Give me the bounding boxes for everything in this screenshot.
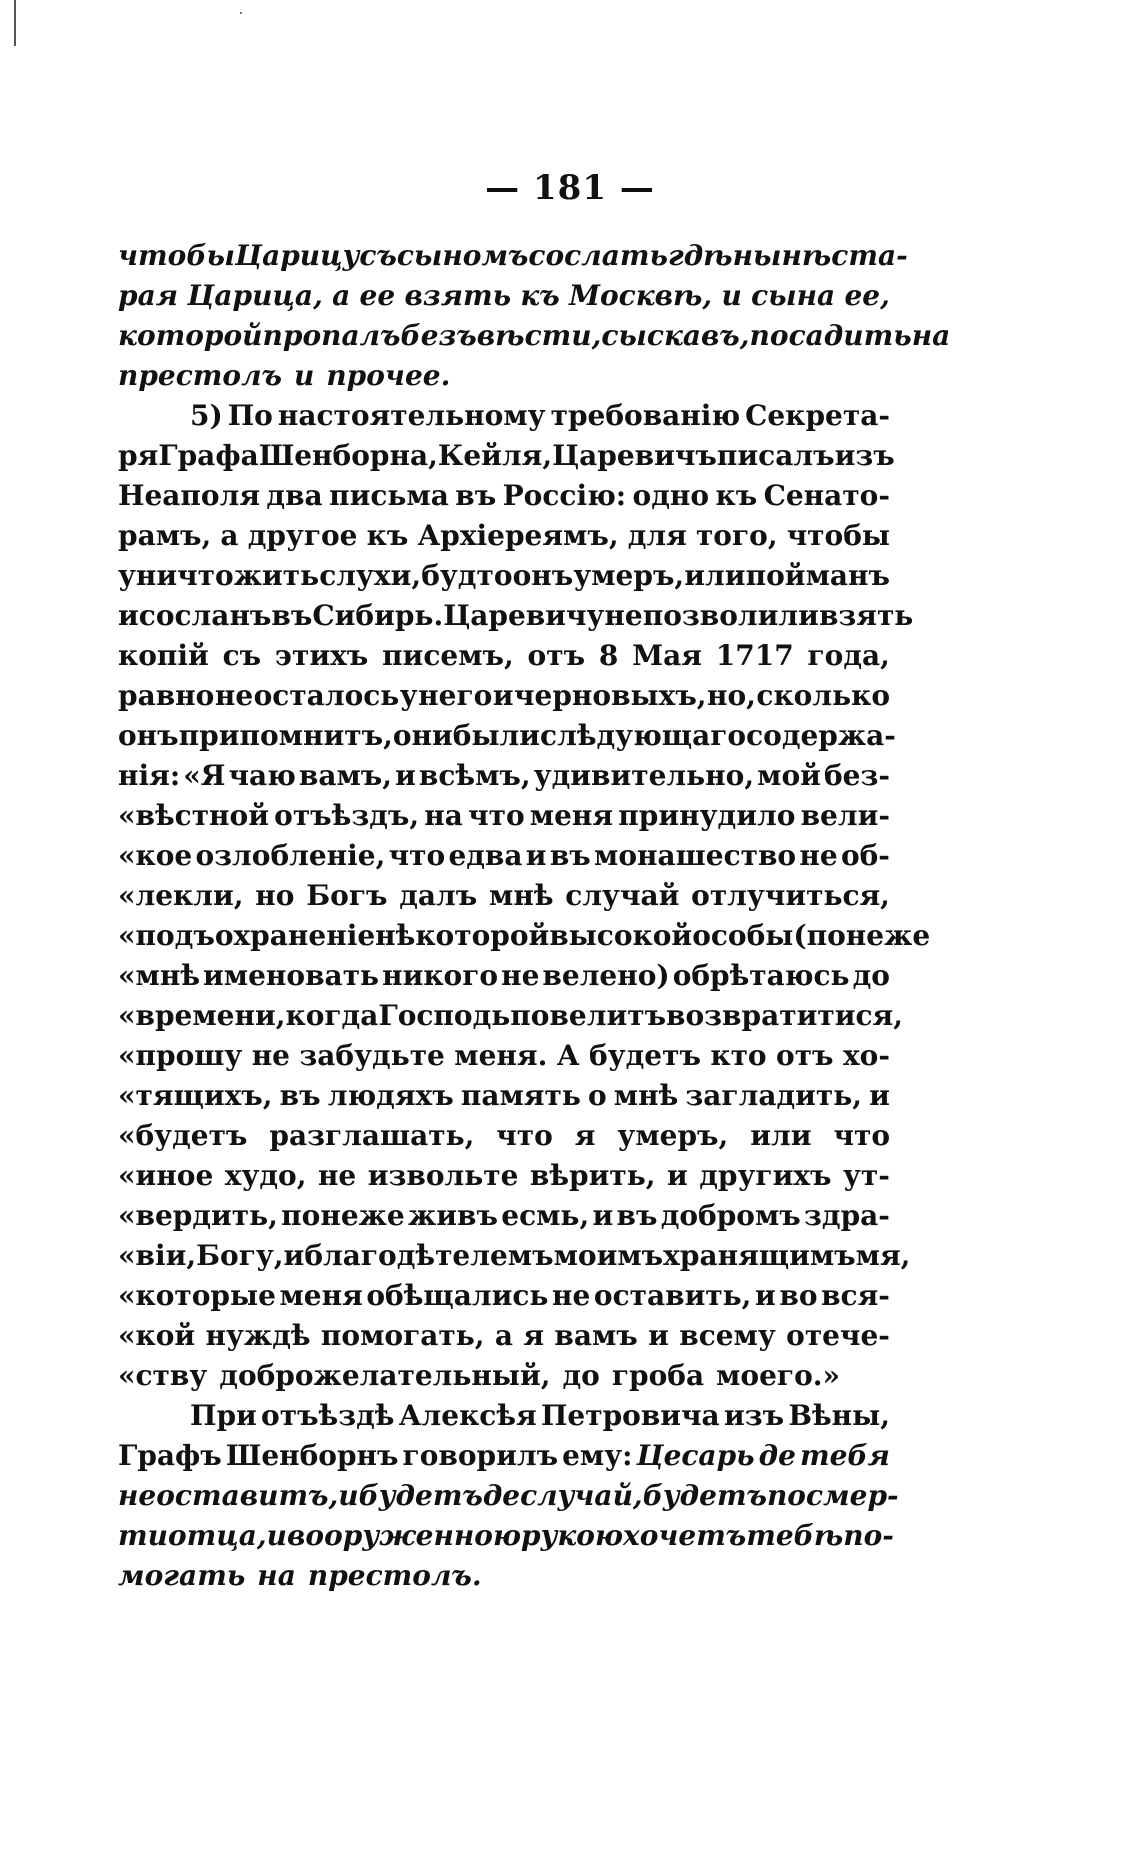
page-number: — 181 — (485, 168, 655, 208)
word: вся- (821, 1279, 890, 1312)
word: меня (279, 1279, 363, 1312)
word: сколько (756, 679, 890, 712)
word: людяхъ (327, 1079, 454, 1112)
word: худо, (224, 1159, 307, 1192)
word: на (911, 319, 951, 352)
word: именовать (203, 959, 380, 992)
word: года, (807, 639, 890, 672)
word: понеже (281, 1199, 405, 1232)
word: безъ (400, 319, 477, 352)
word: случай (565, 879, 680, 912)
word: хо- (842, 1039, 890, 1072)
text-line (118, 1556, 890, 1596)
word: кто (710, 1039, 767, 1072)
word: по- (843, 1519, 894, 1552)
word: вѣрить, (529, 1159, 656, 1192)
word: чтобы (118, 239, 236, 272)
text-line (118, 1076, 890, 1116)
text-line (118, 876, 890, 916)
word: другое (247, 519, 358, 552)
word: сослать (528, 239, 668, 272)
word: не (552, 1279, 591, 1312)
word: чаю (228, 759, 296, 792)
word: А (556, 1039, 580, 1072)
word: содержа- (746, 719, 896, 752)
word: когда (285, 999, 379, 1032)
word: ря (118, 439, 159, 472)
word: отъѣздъ, (274, 799, 420, 832)
word: едва (448, 839, 523, 872)
word: оставить, (593, 1279, 752, 1312)
text-line (118, 916, 931, 956)
text-line (118, 236, 908, 276)
word: престолъ (118, 359, 282, 392)
word: что (833, 1119, 890, 1152)
word: рамъ, (118, 519, 212, 552)
word: онъ (118, 719, 179, 752)
word: или (684, 559, 746, 592)
word: смер- (805, 1479, 899, 1512)
text-line (118, 756, 890, 796)
word: будто (421, 559, 513, 592)
word: черновыхъ, (514, 679, 707, 712)
word: никого (382, 959, 499, 992)
word: моимъ (553, 1239, 664, 1272)
word: отъ (776, 1039, 834, 1072)
text-line (118, 1516, 894, 1556)
word: не (118, 1479, 157, 1512)
word: къ (715, 479, 758, 512)
word: которой (118, 319, 263, 352)
text-line (118, 276, 890, 316)
word: въ (271, 599, 313, 632)
word: мя, (855, 1239, 911, 1272)
word: забудьте (299, 1039, 445, 1072)
word: посадить (749, 319, 912, 352)
word: вооруженною (287, 1519, 522, 1552)
word: нынѣ (732, 239, 832, 272)
word: а (494, 1319, 513, 1352)
word: будетъ (358, 1479, 483, 1512)
word: де (482, 1479, 521, 1512)
word: не (214, 679, 254, 712)
word: онъ (512, 559, 574, 592)
word: «вѣстной (118, 799, 269, 832)
word: этихъ (274, 639, 369, 672)
word: доброжелательный, (219, 1359, 551, 1392)
word: позволили (642, 599, 819, 632)
word: есмь, (501, 1199, 590, 1232)
text-line (118, 836, 890, 876)
word: высокой (549, 919, 693, 952)
word: осталось (253, 679, 400, 712)
text-line (118, 636, 890, 676)
word: По (227, 399, 273, 432)
word: возвратитися, (666, 999, 903, 1032)
text-line (118, 1396, 890, 1436)
word: Шенборнъ (225, 1439, 399, 1472)
word: «которые (118, 1279, 276, 1312)
text-line (118, 556, 890, 596)
word: слѣдующаго (540, 719, 747, 752)
word: отече- (786, 1319, 890, 1352)
text-line (118, 516, 890, 556)
page-speck (240, 12, 242, 14)
word: мнѣ (489, 879, 554, 912)
word: Архіереямъ, (417, 519, 619, 552)
word: оставитъ, (156, 1479, 339, 1512)
word: отъ (527, 639, 586, 672)
word: об- (840, 839, 890, 872)
word: они (392, 719, 453, 752)
word: тебѣ (746, 1519, 844, 1552)
text-line (118, 396, 890, 436)
word: «подъ (118, 919, 215, 952)
word: что (468, 799, 525, 832)
word: Графа (158, 439, 259, 472)
word: я (523, 1319, 545, 1352)
word: не (799, 839, 838, 872)
text-line (118, 1156, 890, 1196)
word: сына (751, 279, 836, 312)
word: могать (118, 1559, 246, 1592)
text-line (118, 1116, 890, 1156)
word: будетъ (589, 1039, 701, 1072)
text-line (118, 1236, 911, 1276)
text-line (118, 1476, 899, 1516)
word: и (666, 1159, 688, 1192)
word: монашество (594, 839, 797, 872)
word: мой (757, 759, 821, 792)
word: принудило (618, 799, 796, 832)
word: и (492, 679, 514, 712)
word: гдѣ (667, 239, 733, 272)
word: охраненіе (214, 919, 376, 952)
word: Царицу (235, 239, 360, 272)
word: и (266, 1519, 288, 1552)
word: къ (366, 519, 409, 552)
word: «прошу (118, 1039, 243, 1072)
word: и (648, 1319, 669, 1352)
word: равно (118, 679, 215, 712)
word: что (388, 839, 446, 872)
word: и (118, 599, 139, 632)
word: Царевичу (443, 599, 605, 632)
word: озлобленіе, (195, 839, 386, 872)
text-line (118, 996, 903, 1036)
word: писалъ (716, 439, 835, 472)
word: здра- (804, 1199, 890, 1232)
word: обѣщались (366, 1279, 549, 1312)
word: меня (529, 799, 614, 832)
word: «лекли, (118, 879, 244, 912)
word: настоятельному (277, 399, 546, 432)
word: Цесарь (636, 1439, 755, 1472)
word: или (750, 1119, 812, 1152)
word: а (220, 519, 239, 552)
word: и (721, 279, 742, 312)
word: Алексѣя (398, 1399, 537, 1432)
word: требованію (550, 399, 741, 432)
word: вѣсти, (476, 319, 602, 352)
word: ее (359, 279, 396, 312)
text-line (118, 1276, 890, 1316)
word: въ (616, 1199, 658, 1232)
word: «Я (183, 759, 226, 792)
word: не (501, 959, 540, 992)
word: живъ (408, 1199, 498, 1232)
word: Графъ (118, 1439, 222, 1472)
word: два (266, 479, 323, 512)
word: но (255, 879, 295, 912)
word: мнѣ (613, 1079, 679, 1112)
word: «віи, (118, 1239, 197, 1272)
word: разглашать, (269, 1119, 475, 1152)
word: чтобы (786, 519, 890, 552)
word: съ (359, 239, 397, 272)
body-text (118, 236, 951, 1596)
word: будетъ (642, 1479, 767, 1512)
word: далъ (399, 879, 478, 912)
word: и (338, 1479, 359, 1512)
word: память (460, 1079, 581, 1112)
word: того, (695, 519, 778, 552)
word: сыскавъ, (601, 319, 750, 352)
word: благодѣтелемъ (304, 1239, 554, 1272)
word: не (251, 1039, 290, 1072)
text-line (118, 1036, 890, 1076)
word: Сибирь. (312, 599, 444, 632)
word: ут- (843, 1159, 890, 1192)
word: для (627, 519, 687, 552)
word: повелитъ (510, 999, 667, 1032)
word: въ (279, 1079, 321, 1112)
text-line (118, 476, 890, 516)
word: Россію: (502, 479, 627, 512)
word: отъѣздѣ (261, 1399, 395, 1432)
word: что (496, 1119, 553, 1152)
text-line (118, 596, 914, 636)
word: по (766, 1479, 806, 1512)
word: Вѣны, (788, 1399, 890, 1432)
word: говорилъ (402, 1439, 559, 1472)
word: умеръ, (617, 1119, 729, 1152)
word: отлучиться, (691, 879, 890, 912)
word: и (525, 839, 547, 872)
word: без- (823, 759, 890, 792)
word: Петровича (540, 1399, 720, 1432)
word: меня. (454, 1039, 548, 1072)
text-line (118, 316, 951, 356)
word: въ (455, 479, 497, 512)
word: моего.» (716, 1359, 840, 1392)
word: помогать, (320, 1319, 485, 1352)
text-line (118, 1196, 890, 1236)
word: сосланъ (138, 599, 272, 632)
word: во (779, 1279, 818, 1312)
word: тебя (799, 1439, 890, 1472)
word: не (604, 599, 643, 632)
word: рукою (521, 1519, 624, 1552)
word: добромъ (660, 1199, 801, 1232)
word: Шенборна, (258, 439, 438, 472)
word: а (332, 279, 351, 312)
word: «тящихъ, (118, 1079, 273, 1112)
word: были (452, 719, 541, 752)
word: одно (632, 479, 710, 512)
word: изъ (834, 439, 895, 472)
word: изъ (723, 1399, 785, 1432)
word: удивительно, (533, 759, 755, 792)
word: у (399, 679, 418, 712)
word: «кой (118, 1319, 196, 1352)
word: ему: (562, 1439, 633, 1472)
text-line (118, 1436, 890, 1476)
word: де (758, 1439, 796, 1472)
word: 5) (190, 399, 223, 432)
word: извольте (367, 1159, 519, 1192)
word: ста- (831, 239, 908, 272)
word: ти (118, 1519, 168, 1552)
word: Мая (632, 639, 702, 672)
word: «мнѣ (118, 959, 201, 992)
word: «кое (118, 839, 193, 872)
word: «будетъ (118, 1119, 248, 1152)
word: уничтожить (118, 559, 320, 592)
word: «времени, (118, 999, 286, 1032)
word: и (283, 1239, 305, 1272)
word: Кейля, (437, 439, 553, 472)
word: велено) (542, 959, 670, 992)
word: и (592, 1199, 614, 1232)
word: сыномъ (396, 239, 529, 272)
word: умеръ, (573, 559, 685, 592)
text-line (118, 956, 890, 996)
word: пойманъ (745, 559, 890, 592)
word: пропалъ (262, 319, 401, 352)
word: и (869, 1079, 890, 1112)
word: ее, (844, 279, 890, 312)
word: не (317, 1159, 357, 1192)
word: Сенато- (763, 479, 890, 512)
word: Богу, (196, 1239, 284, 1272)
word: загладить, (685, 1079, 862, 1112)
word: Господь (378, 999, 511, 1032)
page-edge-mark (14, 0, 16, 46)
word: взять (818, 599, 914, 632)
text-line (118, 676, 890, 716)
word: припомнитъ, (178, 719, 393, 752)
word: нія: (118, 759, 181, 792)
word: хранящимъ (663, 1239, 856, 1272)
word: Секрета- (745, 399, 890, 432)
word: гроба (611, 1359, 705, 1392)
text-line (118, 1316, 890, 1356)
word: всѣмъ, (418, 759, 531, 792)
word: и (395, 759, 416, 792)
word: «вердить, (118, 1199, 278, 1232)
word: письма (329, 479, 449, 512)
word: него (418, 679, 493, 712)
word: и (293, 359, 315, 392)
word: Царевичъ (552, 439, 717, 472)
word: писемъ, (382, 639, 514, 672)
word: и (755, 1279, 776, 1312)
word: на (257, 1559, 296, 1592)
word: но, (707, 679, 756, 712)
word: взять (404, 279, 512, 312)
word: хочетъ (623, 1519, 747, 1552)
word: «ству (118, 1359, 208, 1392)
word: вамъ, (298, 759, 393, 792)
word: отца, (167, 1519, 267, 1552)
word: о (587, 1079, 607, 1112)
word: слухи, (319, 559, 422, 592)
word: рая (118, 279, 179, 312)
word: нуждѣ (205, 1319, 311, 1352)
word: При (190, 1399, 257, 1432)
word: на (424, 799, 463, 832)
word: Неаполя (118, 479, 261, 512)
word: Царица, (187, 279, 323, 312)
word: Богъ (306, 879, 388, 912)
word: съ (222, 639, 262, 672)
text-line (118, 796, 890, 836)
word: престолъ. (307, 1559, 482, 1592)
word: 1717 (715, 639, 794, 672)
word: въ (549, 839, 591, 872)
word: я (574, 1119, 596, 1152)
text-line (118, 436, 895, 476)
word: 8 (598, 639, 619, 672)
word: вамъ (554, 1319, 638, 1352)
word: случай, (520, 1479, 643, 1512)
word: Москвѣ, (568, 279, 713, 312)
word: «иное (118, 1159, 214, 1192)
word: копій (118, 639, 209, 672)
word: всему (679, 1319, 776, 1352)
text-line (118, 1356, 890, 1396)
word: обрѣтаюсь (672, 959, 850, 992)
word: прочее. (326, 359, 451, 392)
word: особы (692, 919, 794, 952)
word: до (562, 1359, 600, 1392)
text-line (118, 716, 896, 756)
word: нѣкоторой (375, 919, 550, 952)
word: (понеже (793, 919, 931, 952)
word: вели- (800, 799, 890, 832)
word: другихъ (699, 1159, 832, 1192)
text-line (118, 356, 890, 396)
word: къ (520, 279, 560, 312)
word: до (852, 959, 890, 992)
